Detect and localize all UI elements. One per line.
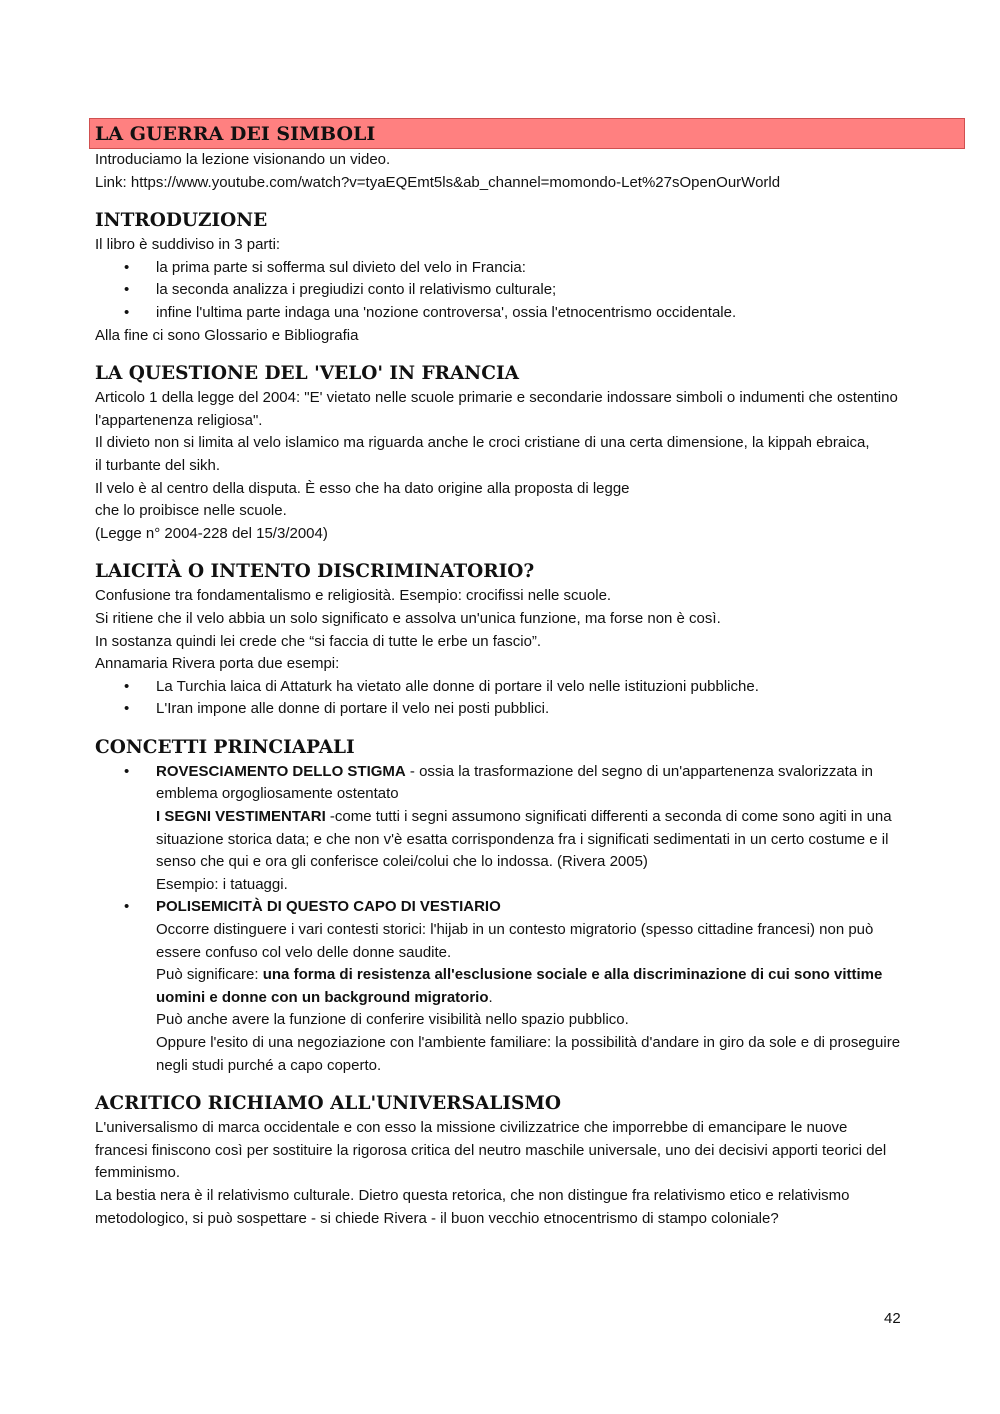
document-title: LA GUERRA DEI SIMBOLI: [95, 123, 376, 145]
list-item: • la prima parte si sofferma sul divieto del velo in Francia:: [156, 257, 965, 280]
concept-segni: [156, 806, 905, 874]
concept-punct: .: [488, 988, 493, 1006]
intro-line: Introduciamo la lezione visionando un video.: [95, 151, 391, 168]
laicita-bullet-list: [95, 676, 965, 721]
concept-example: Esempio: i tatuaggi.: [156, 875, 288, 893]
concept-paragraph: Oppure l'esito di una negoziazione con l'ambiente familiare: la possibilità d'andare in giro da sole e di proseguire negli studi purché a capo coperto.: [156, 1034, 901, 1074]
laicita-line: Confusione tra fondamentalismo e religiosità. Esempio: crocifissi nelle scuole.: [95, 587, 612, 605]
laicita-line: Annamaria Rivera porta due esempi:: [95, 655, 340, 673]
concept-term-polisemicita: [156, 896, 905, 919]
velo-paragraph-4: (Legge n° 2004-228 del 15/3/2004): [95, 524, 328, 542]
laicita-line: Si ritiene che il velo abbia un solo significato e assolva un'unica funzione, ma forse non è così.: [95, 609, 721, 627]
list-item: [156, 896, 965, 1077]
concept-term: I SEGNI VESTIMENTARI: [156, 808, 326, 826]
heading-introduzione: INTRODUZIONE: [95, 210, 268, 232]
concetti-bullet-list: [95, 761, 965, 1077]
title-banner: [89, 118, 965, 149]
concept-term: ROVESCIAMENTO DELLO STIGMA: [156, 762, 406, 780]
list-item: • L'Iran impone alle donne di portare il velo nei posti pubblici.: [156, 698, 965, 721]
list-item: [156, 761, 965, 897]
intro-tail: Alla fine ci sono Glossario e Bibliografia: [95, 326, 359, 344]
document-page: [95, 118, 965, 1230]
velo-paragraph-2: Il divieto non si limita al velo islamico ma riguarda anche le croci cristiane di una certa dimensione, la kippah ebraica, il turbante del sikh.: [95, 434, 870, 474]
intro-bullet-list: [95, 257, 965, 325]
list-item: • infine l'ultima parte indaga una 'nozione controversa', ossia l'etnocentrismo occidentale.: [156, 302, 965, 325]
concept-definition: -come tutti i segni assumono significati differenti a seconda di come sono agiti in una situazione storica data; e che non v'è esatta corrispondenza fra i significati sedimentati in un certo costume e il senso che qui e ora gli conferisce colei/colui che lo indossa. (Rivera 2005): [156, 808, 892, 871]
heading-laicita: LAICITÀ O INTENTO DISCRIMINATORIO?: [95, 561, 535, 583]
page-number: 42: [884, 1310, 901, 1327]
universalismo-paragraph-1: L'universalismo di marca occidentale e con esso la missione civilizzatrice che imporrebbe di emancipare le nuove francesi finiscono così per sostituire la rigorosa critica del neutro maschile universale, uno dei decisivi apporti teorici del femminismo.: [95, 1119, 887, 1182]
concept-paragraph: Occorre distinguere i vari contesti storici: l'hijab in un contesto migratorio (spesso cittadine francesi) non può essere confuso col velo delle donne saudite.: [156, 921, 874, 961]
intro-lead: Il libro è suddiviso in 3 parti:: [95, 236, 281, 254]
heading-universalismo: ACRITICO RICHIAMO ALL'UNIVERSALISMO: [95, 1093, 561, 1115]
list-item: • la seconda analizza i pregiudizi conto il relativismo culturale;: [156, 279, 965, 302]
concept-term: POLISEMICITÀ DI QUESTO CAPO DI VESTIARIO: [156, 898, 501, 916]
laicita-line: In sostanza quindi lei crede che “si faccia di tutte le erbe un fascio”.: [95, 632, 542, 650]
heading-velo: LA QUESTIONE DEL 'VELO' IN FRANCIA: [95, 363, 519, 385]
concept-definition: - ossia la trasformazione del segno di un'appartenenza svalorizzata in emblema orgogliosamente ostentato: [156, 762, 874, 803]
concept-paragraph: [156, 964, 905, 1009]
list-item: • La Turchia laica di Attaturk ha vietato alle donne di portare il velo nelle istituzioni pubbliche.: [156, 676, 965, 699]
velo-paragraph-3: Il velo è al centro della disputa. È esso che ha dato origine alla proposta di legge che lo proibisce nelle scuole.: [95, 479, 630, 520]
velo-paragraph-1: Articolo 1 della legge del 2004: "E' vietato nelle scuole primarie e secondarie indossare simboli o indumenti che ostentino l'appartenenza religiosa".: [95, 389, 898, 429]
concept-lead: Può significare:: [156, 966, 263, 984]
video-link[interactable]: Link: https://www.youtube.com/watch?v=tyaEQEmt5ls&ab_channel=momondo-Let%27sOpenOurWorld: [95, 173, 781, 191]
concept-emphasis: una forma di resistenza all'esclusione sociale e alla discriminazione di cui sono vittime uomini e donne con un background migratorio: [156, 966, 883, 1006]
heading-concetti: CONCETTI PRINCIAPALI: [95, 736, 355, 758]
universalismo-paragraph-2: La bestia nera è il relativismo culturale. Dietro questa retorica, che non distingue fra relativismo etico e relativismo metodologico, si può sospettare - si chiede Rivera - il buon vecchio etnocentrismo di stampo coloniale?: [95, 1186, 850, 1227]
concept-paragraph: Può anche avere la funzione di conferire visibilità nello spazio pubblico.: [156, 1011, 629, 1029]
concept-stigma: [156, 761, 905, 806]
